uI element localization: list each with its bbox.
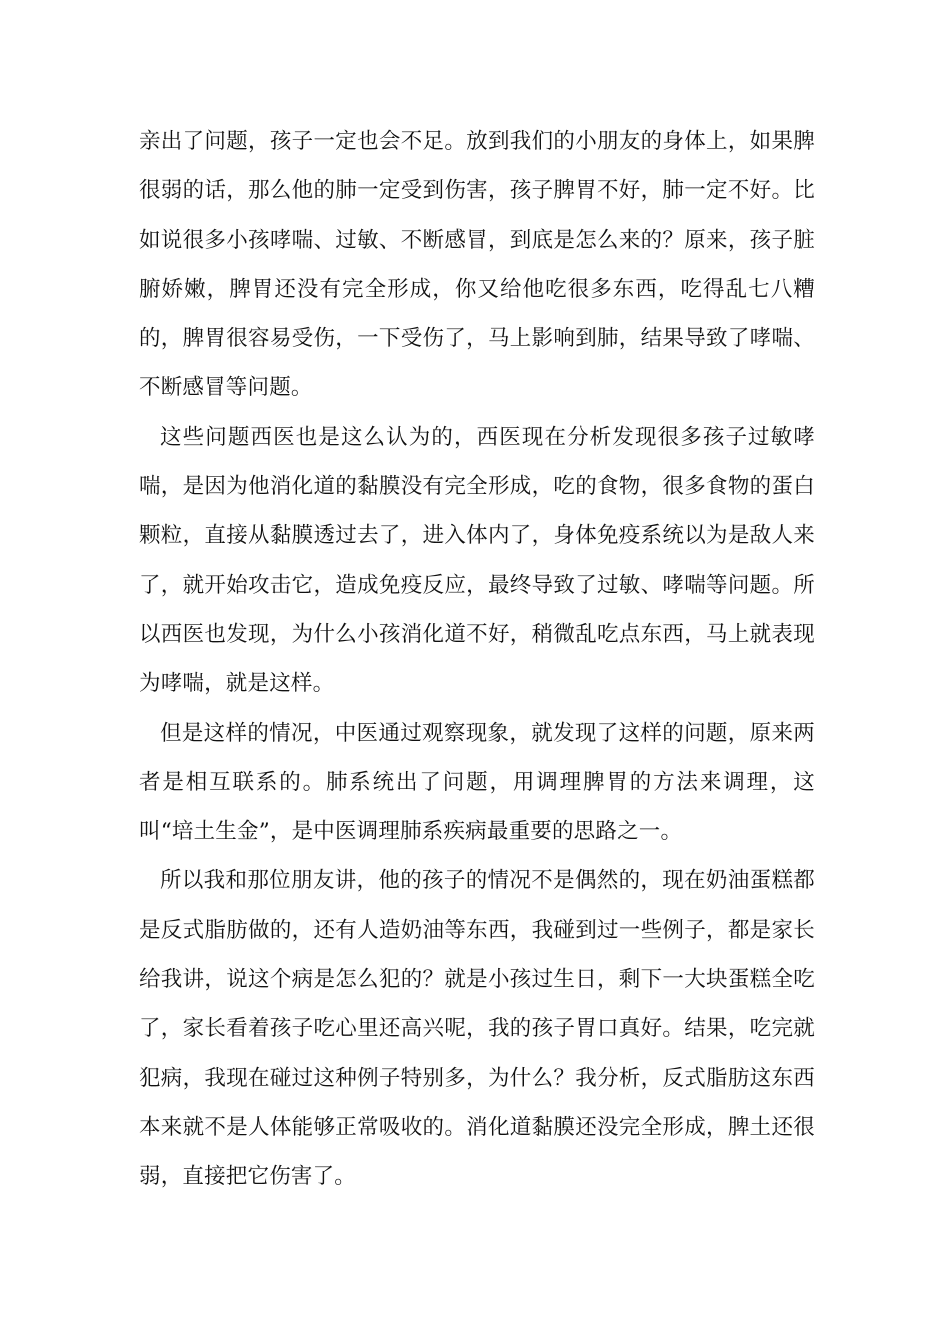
paragraph-4: 所以我和那位朋友讲，他的孩子的情况不是偶然的，现在奶油蛋糕都是反式脂肪做的，还有人造奶油等东西，我碰到过一些例子，都是家长给我讲，说这个病是怎么犯的？就是小孩过生日，剩下一大块蛋糕全吃了，家长看着孩子吃心里还高兴呢，我的孩子胃口真好。结果，吃完就犯病，我现在碰过这种例子特别多，为什么？我分析，反式脂肪这东西本来就不是人体能够正常吸收的。消化道黏膜还没完全形成，脾土还很弱，直接把它伤害了。: [139, 868, 815, 1190]
document-body: [139, 117, 815, 1202]
paragraph-1: 亲出了问题，孩子一定也会不足。放到我们的小朋友的身体上，如果脾很弱的话，那么他的肺一定受到伤害，孩子脾胃不好，肺一定不好。比如说很多小孩哮喘、过敏、不断感冒，到底是怎么来的？原来，孩子脏腑娇嫩，脾胃还没有完全形成，你又给他吃很多东西，吃得乱七八糟的，脾胃很容易受伤，一下受伤了，马上影响到肺，结果导致了哮喘、不断感冒等问题。: [139, 129, 815, 401]
paragraph-3: 但是这样的情况，中医通过观察现象，就发现了这样的问题，原来两者是相互联系的。肺系统出了问题，用调理脾胃的方法来调理，这叫“培土生金”，是中医调理肺系疾病最重要的思路之一。: [139, 720, 815, 845]
paragraph-2: 这些问题西医也是这么认为的，西医现在分析发现很多孩子过敏哮喘，是因为他消化道的黏膜没有完全形成，吃的食物，很多食物的蛋白颗粒，直接从黏膜透过去了，进入体内了，身体免疫系统以为是敌人来了，就开始攻击它，造成免疫反应，最终导致了过敏、哮喘等问题。所以西医也发现，为什么小孩消化道不好，稍微乱吃点东西，马上就表现为哮喘，就是这样。: [139, 424, 815, 697]
